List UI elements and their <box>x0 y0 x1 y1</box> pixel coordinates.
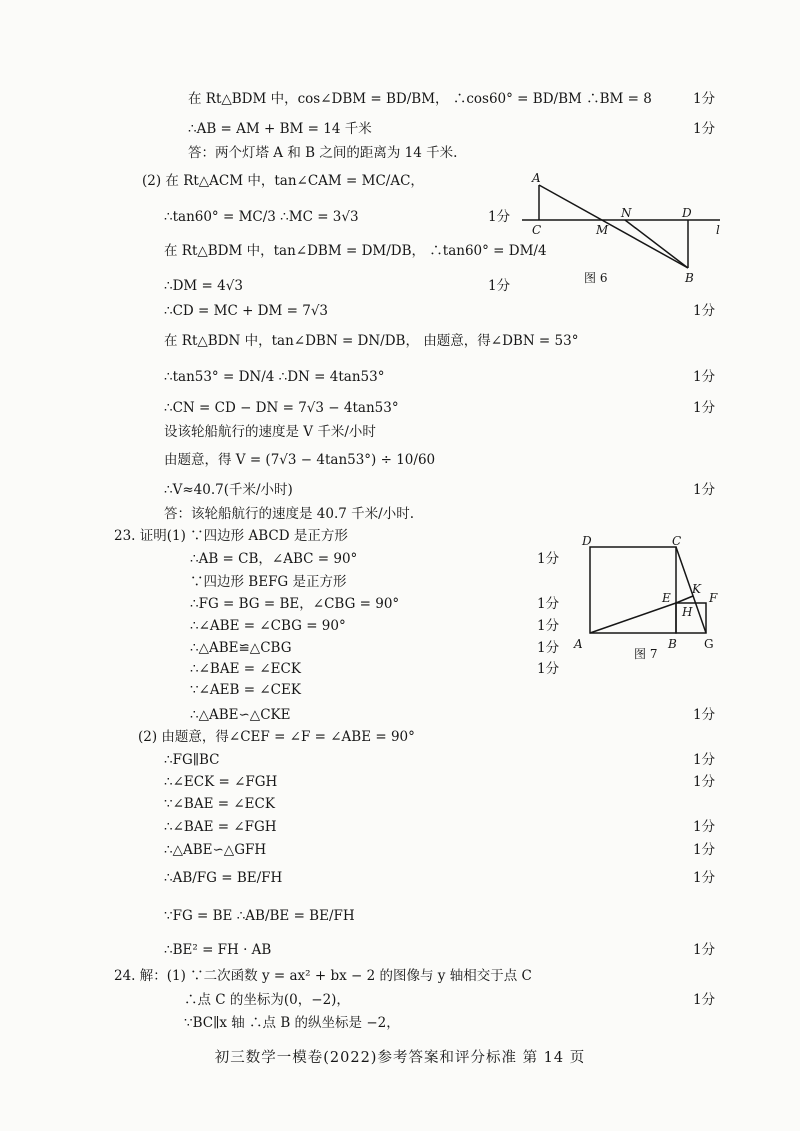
solution-line: 答：该轮船航行的速度是 40.7 千米/小时. <box>164 506 414 522</box>
label-m: M <box>596 223 609 237</box>
solution-line: ∴点 C 的坐标为(0，−2)， <box>184 992 350 1008</box>
solution-line: 答：两个灯塔 A 和 B 之间的距离为 14 千米. <box>188 145 458 161</box>
segment-ek <box>676 596 693 603</box>
label-c: C <box>672 534 682 548</box>
label-d: D <box>582 534 592 548</box>
score-mark: 1分 <box>537 596 560 612</box>
figure-6 <box>520 170 730 290</box>
solution-line: ∴AB = CB，∠ABC = 90° <box>190 551 358 567</box>
solution-line: ∵∠BAE = ∠ECK <box>164 796 275 812</box>
score-mark: 1分 <box>693 842 716 858</box>
score-mark: 1分 <box>693 707 716 723</box>
score-mark: 1分 <box>693 870 716 886</box>
solution-line: 24. 解：(1) ∵二次函数 y = ax² + bx − 2 的图像与 y 轴相交于点 C <box>114 968 532 984</box>
score-mark: 1分 <box>537 661 560 677</box>
score-mark: 1分 <box>537 551 560 567</box>
label-d: D <box>682 206 692 220</box>
figure-7-caption: 图 7 <box>634 647 658 660</box>
solution-line: ∴CN = CD − DN = 7√3 − 4tan53° <box>164 400 399 416</box>
label-a: A <box>532 171 541 185</box>
label-k: K <box>692 582 701 596</box>
solution-line: ∴tan53° = DN/4 ∴DN = 4tan53° <box>164 369 385 385</box>
score-mark: 1分 <box>693 121 716 137</box>
label-c: C <box>532 223 542 237</box>
solution-line: ∴∠BAE = ∠ECK <box>190 661 301 677</box>
score-mark: 1分 <box>693 400 716 416</box>
solution-line: ∴DM = 4√3 <box>164 278 243 294</box>
label-n: N <box>621 206 632 220</box>
solution-line: ∴FG = BG = BE，∠CBG = 90° <box>190 596 400 612</box>
solution-line: ∴V≈40.7(千米/小时) <box>164 482 293 498</box>
solution-line: 由题意，得 V = (7√3 − 4tan53°) ÷ 10/60 <box>164 452 436 468</box>
score-mark: 1分 <box>693 819 716 835</box>
solution-line: ∵BC∥x 轴 ∴点 B 的纵坐标是 −2， <box>184 1015 400 1031</box>
score-mark: 1分 <box>488 278 511 294</box>
label-f: F <box>709 591 718 605</box>
solution-line: ∴AB/FG = BE/FH <box>164 870 283 886</box>
solution-line: ∴tan60° = MC/3 ∴MC = 3√3 <box>164 209 359 225</box>
segment-cg <box>676 547 706 633</box>
score-mark: 1分 <box>693 369 716 385</box>
score-mark: 1分 <box>693 774 716 790</box>
solution-line: ∵FG = BE ∴AB/BE = BE/FH <box>164 908 355 924</box>
segment-bn <box>625 220 688 268</box>
segment-ae <box>590 603 676 633</box>
score-mark: 1分 <box>693 992 716 1008</box>
label-h: H <box>682 605 693 619</box>
figure-6-caption: 图 6 <box>584 271 608 285</box>
solution-line: 23. 证明(1) ∵四边形 ABCD 是正方形 <box>114 528 348 544</box>
label-a: A <box>574 637 583 651</box>
score-mark: 1分 <box>693 91 716 107</box>
solution-line: ∴AB = AM + BM = 14 千米 <box>188 121 372 137</box>
solution-line: ∴△ABE∽△GFH <box>164 842 267 858</box>
solution-line: ∴CD = MC + DM = 7√3 <box>164 303 329 319</box>
label-l: l <box>716 223 720 237</box>
solution-line: ∴△ABE≌△CBG <box>190 640 292 656</box>
label-g: G <box>704 637 714 651</box>
solution-line: ∴∠BAE = ∠FGH <box>164 819 277 835</box>
label-b: B <box>685 271 694 285</box>
score-mark: 1分 <box>537 640 560 656</box>
solution-line: ∴FG∥BC <box>164 752 220 768</box>
label-b: B <box>668 637 677 651</box>
score-mark: 1分 <box>693 303 716 319</box>
solution-line: 在 Rt△BDM 中，tan∠DBM = DM/DB， ∴tan60° = DM/4 <box>164 243 547 259</box>
segment-ab <box>539 185 688 268</box>
solution-line: ∴∠ABE = ∠CBG = 90° <box>190 618 346 634</box>
score-mark: 1分 <box>693 752 716 768</box>
label-e: E <box>662 591 671 605</box>
score-mark: 1分 <box>537 618 560 634</box>
score-mark: 1分 <box>693 942 716 958</box>
solution-line: ∵四边形 BEFG 是正方形 <box>190 574 347 590</box>
solution-line: ∴BE² = FH · AB <box>164 942 272 958</box>
figure-7 <box>570 530 730 660</box>
page-footer: 初三数学一模卷(2022)参考答案和评分标准 第 14 页 <box>214 1050 586 1066</box>
solution-line: ∴∠ECK = ∠FGH <box>164 774 278 790</box>
solution-line: (2) 在 Rt△ACM 中，tan∠CAM = MC/AC， <box>142 173 424 189</box>
solution-line: 在 Rt△BDM 中，cos∠DBM = BD/BM， ∴cos60° = BD/BM ∴BM = 8 <box>188 91 652 107</box>
solution-line: (2) 由题意，得∠CEF = ∠F = ∠ABE = 90° <box>138 729 415 745</box>
solution-line: ∴△ABE∽△CKE <box>190 707 291 723</box>
solution-line: ∵∠AEB = ∠CEK <box>190 682 301 698</box>
solution-line: 设该轮船航行的速度是 V 千米/小时 <box>164 424 376 440</box>
square-abcd <box>590 547 676 633</box>
solution-line: 在 Rt△BDN 中，tan∠DBN = DN/DB， 由题意，得∠DBN = 53° <box>164 333 579 349</box>
score-mark: 1分 <box>693 482 716 498</box>
score-mark: 1分 <box>488 209 511 225</box>
